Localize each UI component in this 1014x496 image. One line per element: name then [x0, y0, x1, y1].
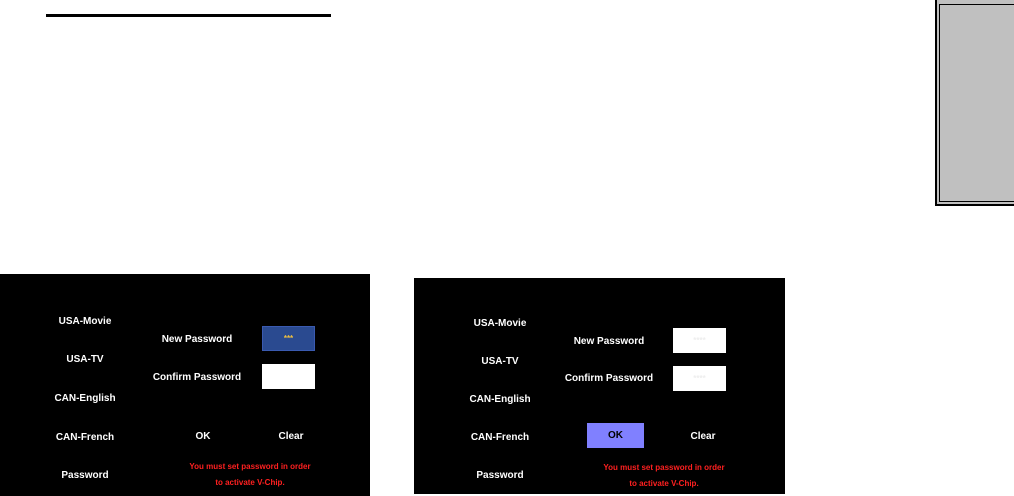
menu-item-password[interactable]: Password: [61, 470, 109, 481]
warning-line-2: to activate V-Chip.: [215, 478, 285, 487]
menu-item-can-english[interactable]: CAN-English: [54, 393, 116, 404]
clear-button[interactable]: Clear: [690, 430, 716, 442]
menu-item-password[interactable]: Password: [476, 470, 524, 481]
new-password-field[interactable]: ***: [262, 326, 315, 351]
confirm-password-field[interactable]: [262, 364, 315, 389]
confirm-password-field[interactable]: ****: [673, 366, 726, 391]
header-rule: [46, 14, 331, 17]
menu-item-usa-movie[interactable]: USA-Movie: [473, 318, 527, 329]
confirm-password-label: Confirm Password: [564, 373, 654, 384]
menu-item-usa-movie[interactable]: USA-Movie: [58, 316, 112, 327]
vchip-password-screen-1: [0, 274, 370, 496]
new-password-label: New Password: [161, 334, 233, 345]
ok-button[interactable]: OK: [195, 430, 211, 442]
warning-line-1: You must set password in order: [603, 463, 725, 472]
new-password-field[interactable]: ****: [673, 328, 726, 353]
menu-item-usa-tv[interactable]: USA-TV: [481, 356, 519, 367]
clear-button[interactable]: Clear: [278, 430, 304, 442]
vchip-password-screen-2: [414, 278, 785, 494]
warning-line-1: You must set password in order: [189, 462, 311, 471]
new-password-label: New Password: [573, 336, 645, 347]
menu-item-can-french[interactable]: CAN-French: [55, 432, 115, 443]
warning-line-2: to activate V-Chip.: [629, 479, 699, 488]
menu-item-usa-tv[interactable]: USA-TV: [66, 354, 104, 365]
confirm-password-label: Confirm Password: [152, 372, 242, 383]
menu-item-can-english[interactable]: CAN-English: [469, 394, 531, 405]
side-tab: [935, 0, 1014, 206]
ok-button[interactable]: OK: [587, 423, 644, 448]
menu-item-can-french[interactable]: CAN-French: [470, 432, 530, 443]
